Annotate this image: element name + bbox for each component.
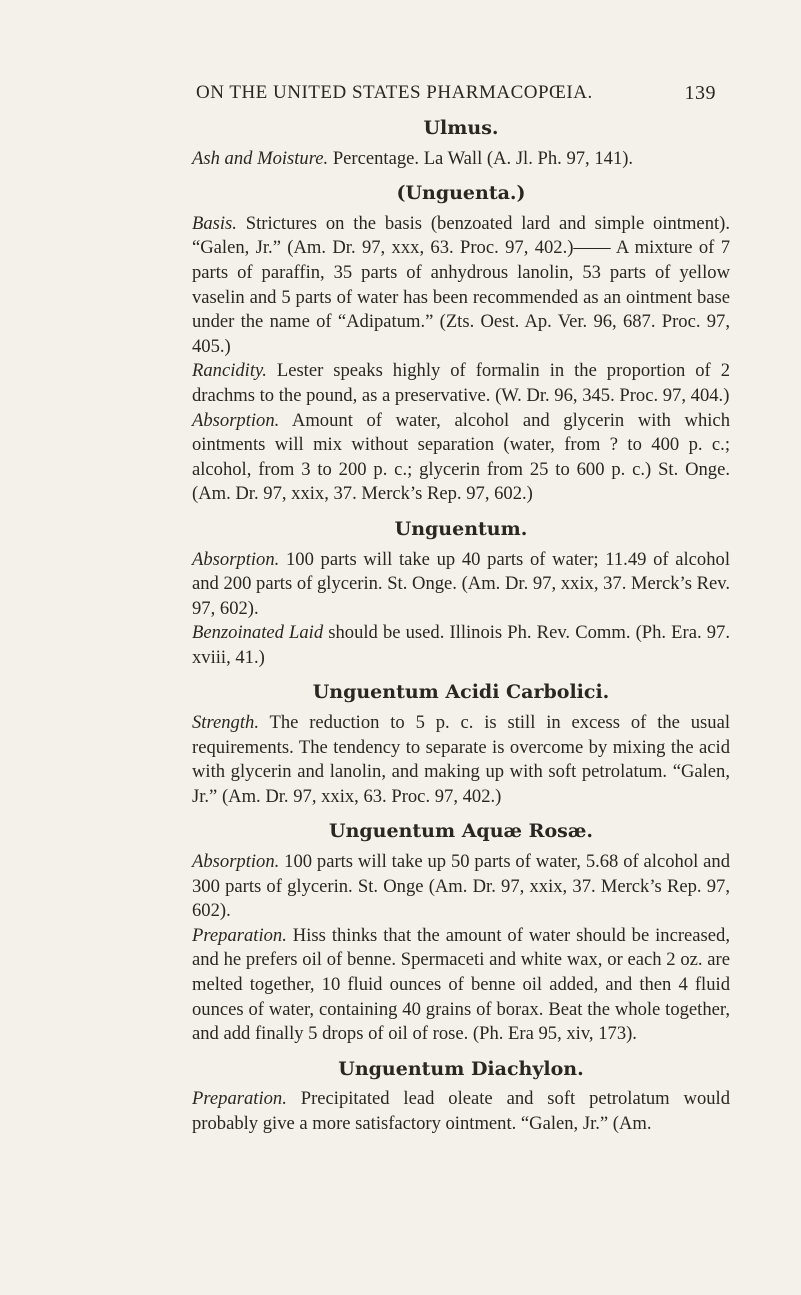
section-heading: Ulmus. bbox=[423, 117, 499, 139]
paragraph-text: Amount of water, alcohol and glycerin with which ointments will mix without separation (water, from ? to 400 p. c.; alcohol, from 3 to 200 p. c.; glycerin from 25 to 600 p. c.) St. Onge. (Am. Dr. 97, xxix, 37. Merck’s Rep. 97, 602.) bbox=[192, 409, 730, 505]
paragraph-lead: Rancidity. bbox=[192, 360, 267, 382]
paragraph-text: Lester speaks highly of formalin in the proportion of 2 drachms to the pound, as a preservative. (W. Dr. 96, 345. Proc. 97, 404.) bbox=[192, 360, 730, 406]
section-ulmus bbox=[192, 116, 730, 171]
paragraph bbox=[192, 711, 730, 809]
paragraph-lead: Absorption. bbox=[192, 851, 280, 873]
paragraph-lead: Basis. bbox=[192, 212, 237, 234]
paragraph-text: Precipitated lead oleate and soft petrolatum would probably give a more satisfactory ointment. “Galen, Jr.” (Am. bbox=[192, 1088, 730, 1134]
section-heading: Unguentum Diachylon. bbox=[338, 1057, 584, 1080]
section-heading: Unguentum. bbox=[394, 517, 528, 540]
section-unguentum-acidi-carbolici bbox=[192, 680, 730, 809]
paragraph-text: 100 parts will take up 50 parts of water, 5.68 of alcohol and 300 parts of glycerin. St. Onge (Am. Dr. 97, xxix, 37. Merck’s Rep. 97, 602). bbox=[192, 851, 730, 922]
paragraph-text: Hiss thinks that the amount of water should be increased, and he prefers oil of benne. Spermaceti and white wax, or each 2 oz. are melted together, 10 fluid ounces of benne oil added, and then 4 fluid ounces of water, containing 40 grains of borax. Beat the whole together, and add finally 5 drops of oil of rose. (Ph. Era 95, xiv, 173). bbox=[192, 924, 730, 1045]
section-unguenta bbox=[192, 181, 730, 507]
paragraph-text: The reduction to 5 p. c. is still in excess of the usual requirements. The tendency to separate is overcome by mixing the acid with glycerin and lanolin, and making up with soft petrolatum. “Galen, Jr.” (Am. Dr. 97, xxix, 63. Proc. 97, 402.) bbox=[192, 712, 730, 807]
section-heading: Unguentum Aquæ Rosæ. bbox=[329, 820, 593, 843]
paragraph-lead: Benzoinated Laid bbox=[192, 622, 324, 644]
paragraph-lead: Preparation. bbox=[192, 1088, 287, 1110]
section-heading: (Unguenta.) bbox=[396, 182, 526, 205]
section-unguentum-diachylon bbox=[192, 1057, 730, 1137]
paragraph-text: Strictures on the basis (benzoated lard and simple ointment). “Galen, Jr.” (Am. Dr. 97, xxx, 63. Proc. 97, 402.)—— A mixture of 7 parts of paraffin, 35 parts of anhydrous lanolin, 53 parts of yellow vaselin and 5 parts of water has been recommended as an ointment base under the name of “Adipatum.” (Zts. Oest. Ap. Ver. 96, 687. Proc. 97, 405.) bbox=[192, 212, 730, 357]
paragraph bbox=[192, 548, 730, 622]
paragraph-lead: Absorption. bbox=[192, 409, 280, 431]
paragraph-text: Percentage. La Wall (A. Jl. Ph. 97, 141). bbox=[328, 147, 634, 169]
section-unguentum bbox=[192, 517, 730, 671]
running-head bbox=[196, 82, 716, 105]
paragraph bbox=[192, 409, 730, 507]
article-body bbox=[192, 116, 730, 1137]
paragraph-lead: Ash and Moisture. bbox=[192, 147, 329, 169]
paragraph bbox=[192, 147, 730, 172]
page-number: 139 bbox=[684, 82, 716, 104]
section-unguentum-aquae-rosae bbox=[192, 819, 730, 1046]
paragraph bbox=[192, 924, 730, 1047]
paragraph-lead: Strength. bbox=[192, 712, 259, 734]
paragraph bbox=[192, 621, 730, 670]
paragraph-lead: Preparation. bbox=[192, 924, 287, 946]
running-head-title: ON THE UNITED STATES PHARMACOPŒIA. bbox=[196, 82, 593, 103]
paragraph-lead: Absorption. bbox=[192, 548, 280, 570]
section-heading: Unguentum Acidi Carbolici. bbox=[312, 681, 610, 704]
paragraph bbox=[192, 850, 730, 924]
paragraph-text: 100 parts will take up 40 parts of water; 11.49 of alcohol and 200 parts of glycerin. St. Onge. (Am. Dr. 97, xxix, 37. Merck’s Rev. 97, 602). bbox=[192, 548, 730, 619]
paragraph bbox=[192, 212, 730, 360]
paragraph bbox=[192, 1087, 730, 1136]
paragraph bbox=[192, 359, 730, 408]
paragraph-text: should be used. Illinois Ph. Rev. Comm. (Ph. Era. 97. xviii, 41.) bbox=[192, 622, 730, 668]
